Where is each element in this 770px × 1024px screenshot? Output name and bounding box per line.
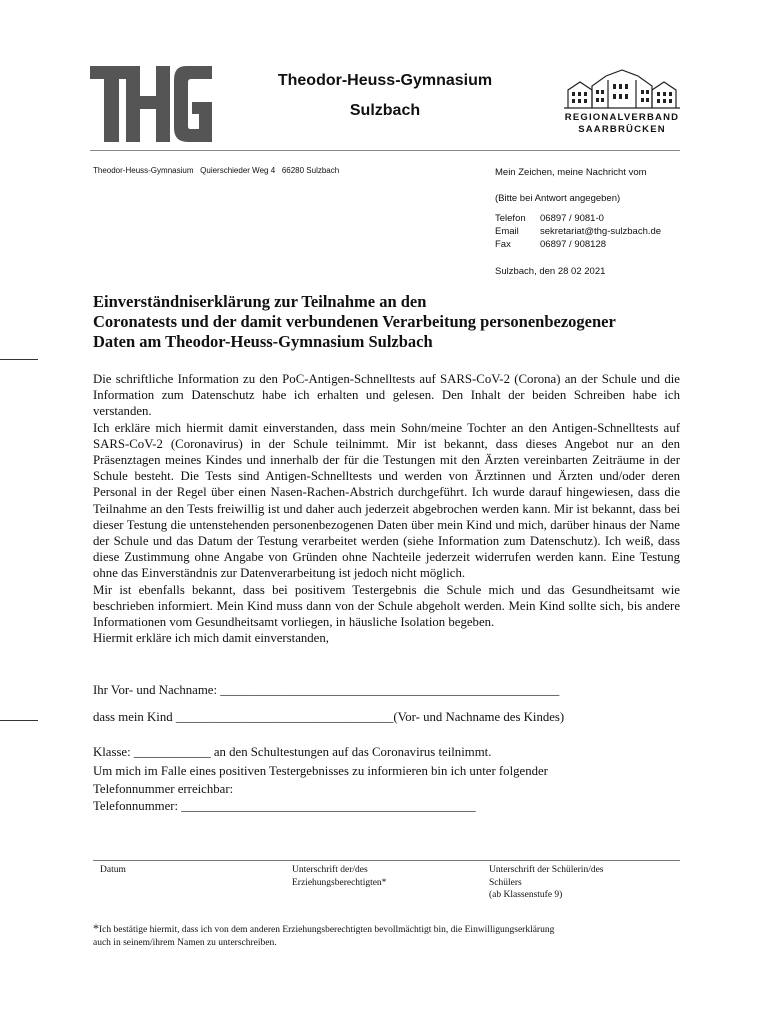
contact-phone-label: Telefon [495,213,526,224]
fold-mark [0,359,38,360]
signature-guardian-label [292,864,386,889]
parent-name-field[interactable]: Ihr Vor- und Nachname: _____________________________________________________ [93,683,560,697]
paragraph-agreement: Hiermit erkläre ich mich damit einverstanden, [93,631,329,646]
contact-email [495,226,661,237]
title-line-1: Einverständniserklärung zur Teilnahme an den [93,292,427,311]
child-name-field[interactable]: dass mein Kind __________________________________(Vor- und Nachname des Kindes) [93,710,565,724]
date-label: Datum [100,865,126,875]
document-title [93,292,693,352]
footnote [93,922,680,950]
paragraph-positive-result: Mir ist ebenfalls bekannt, dass bei positivem Testergebnis die Schule mich und das Gesundheitsamt wie beschrieben informiert. Mein Kind muss dann von der Schule abgeholt werden. Mein Kind sollte sich, bis andere Informationen vom Gesundheitsamt vorliegen, in häusliche Isolation begeben. [93,582,680,630]
contact-fax-value: 06897 / 908128 [540,239,607,250]
contact-email-label: Email [495,226,519,237]
signature-date-label [100,864,126,877]
paragraph-information: Die schriftliche Information zu den PoC-Antigen-Schnelltests auf SARS-CoV-2 (Corona) an der Schule und die Information zum Datenschutz habe ich erhalten und gelesen. Den Inhalt der beiden Schreiben habe ich verstanden. [93,372,680,419]
reference-label: Mein Zeichen, meine Nachricht vom [495,167,647,178]
signature-line [93,860,680,861]
header-divider [90,150,680,151]
student-label-line1: Unterschrift der Schülerin/des [489,865,604,875]
seal-label-line1: REGIONALVERBAND [564,112,680,123]
contact-fax [495,239,606,250]
student-label-line2: Schülers [489,877,522,888]
guardian-label-line2: Erziehungsberechtigten* [292,877,387,888]
class-field[interactable]: Klasse: ____________ an den Schultestungen auf das Coronavirus teilnimmt. [93,745,492,759]
title-line-3: Daten am Theodor-Heuss-Gymnasium Sulzbach [93,332,433,351]
guardian-label-line1: Unterschrift der/des [292,865,368,875]
letter-date: Sulzbach, den 28 02 2021 [495,266,606,277]
signature-student-label [489,864,604,902]
footnote-asterisk: * [93,921,99,935]
phone-intro-line1: Um mich im Falle eines positiven Testergebnisses zu informieren bin ich unter folgender [93,764,548,778]
contact-phone-value: 06897 / 9081-0 [540,213,604,224]
school-name: Theodor-Heuss-Gymnasium [277,72,493,89]
school-city: Sulzbach [349,102,421,119]
contact-fax-label: Fax [495,239,511,250]
reference-note: (Bitte bei Antwort angegeben) [495,193,621,204]
consent-body [93,371,680,646]
fold-mark [0,720,38,721]
sender-address: Theodor-Heuss-Gymnasium Quierschieder Weg 4 66280 Sulzbach [93,166,340,175]
contact-email-value: sekretariat@thg-sulzbach.de [540,226,662,237]
school-logo [90,66,214,142]
seal-label-line2: SAARBRÜCKEN [578,124,666,135]
phone-intro-line2: Telefonnummer erreichbar: [93,782,234,796]
phone-number-field[interactable]: Telefonnummer: ______________________________________________ [93,799,476,813]
title-line-2: Coronatests und der damit verbundenen Verarbeitung personenbezogener [93,312,616,331]
footnote-line1: Ich bestätige hiermit, dass ich von dem anderen Erziehungsberechtigten bevollmächtigt bin, die Einwilligungserklärung [99,925,555,935]
student-label-line3: (ab Klassenstufe 9) [489,890,563,900]
footnote-line2: auch in seinem/ihrem Namen zu unterschreiben. [93,938,277,948]
contact-phone [495,213,604,224]
paragraph-consent: Ich erkläre mich hiermit damit einverstanden, dass mein Sohn/meine Tochter an den Antigen-Schnelltests auf SARS-CoV-2 (Coronavirus) in der Schule teilnimmt. Mir ist bekannt, dass dieses Angebot nur an den Präsenztagen meines Kindes und innerhalb der für die Testungen mit den Ärzten vereinbarten Zeiträume in der Schule besteht. Die Tests sind Antigen-Schnelltests und werden von Ärztinnen und Ärzten und/oder deren Personal in der Regel über einen Nasen-Rachen-Abstrich durchgeführt. Ich wurde darauf hingewiesen, dass die Teilnahme an den Tests freiwillig ist und daher auch jederzeit abgebrochen werden kann. Mir ist bekannt, dass bei dieser Testung die untenstehenden personenbezogenen Daten über mein Kind und mich, darüber hinaus der Name der Schule und das Datum der Testung verarbeitet werden (siehe Information zum Datenschutz). Ich weiß, dass diese Zustimmung ohne Angabe von Gründen ohne Nachteile jederzeit widerrufen werden kann. Eine Testung ohne das Einverständnis zur Datenverarbeitung ist jedoch nicht möglich. [93,420,680,581]
